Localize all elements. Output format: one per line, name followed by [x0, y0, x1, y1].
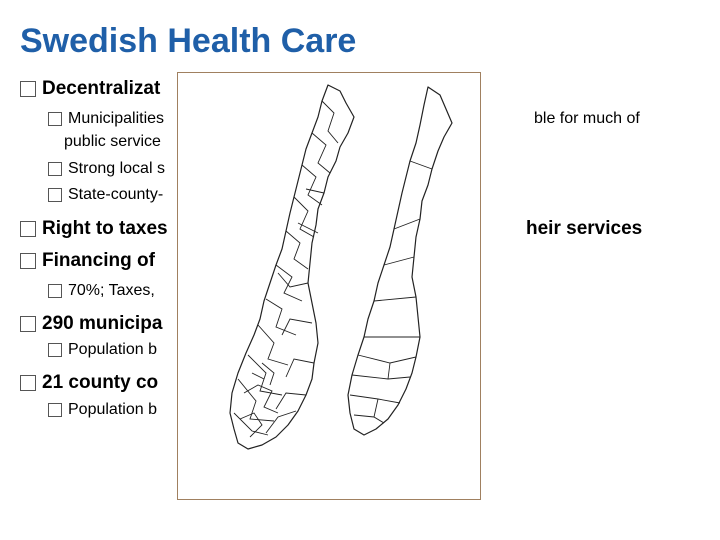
bullet-box-icon	[48, 112, 62, 126]
sweden-municipality-map-icon	[178, 73, 482, 501]
bullet-right-to-taxes: Right to taxes	[20, 218, 168, 240]
bullet-box-icon	[48, 403, 62, 417]
bullet-population-1: Population b	[48, 341, 157, 359]
bullet-municipalities-count: 290 municipa	[20, 313, 162, 335]
bullet-box-icon	[20, 253, 36, 269]
bullet-county-count: 21 county co	[20, 372, 158, 394]
bullet-box-icon	[20, 375, 36, 391]
bullet-municipalities: Municipalities	[48, 110, 164, 128]
bullet-financing: Financing of	[20, 250, 155, 272]
bullet-strong-local: Strong local s	[48, 160, 165, 178]
slide-title: Swedish Health Care	[20, 22, 357, 60]
bullet-decentralization: Decentralizat	[20, 78, 160, 100]
bullet-box-icon	[20, 316, 36, 332]
bullet-public-service: public service	[64, 133, 161, 150]
bullet-box-icon	[48, 188, 62, 202]
bullet-population-2: Population b	[48, 401, 157, 419]
bullet-state-county: State-county-	[48, 186, 163, 204]
bullet-box-icon	[20, 221, 36, 237]
bullet-box-icon	[48, 162, 62, 176]
bullet-box-icon	[48, 343, 62, 357]
bullet-box-icon	[48, 284, 62, 298]
bullet-box-icon	[20, 81, 36, 97]
sweden-map-panel	[177, 72, 481, 500]
bullet-taxes-percent: 70%; Taxes,	[48, 282, 155, 300]
bullet-right-to-taxes-tail: heir services	[526, 218, 643, 239]
bullet-municipalities-tail: ble for much of	[534, 110, 640, 127]
